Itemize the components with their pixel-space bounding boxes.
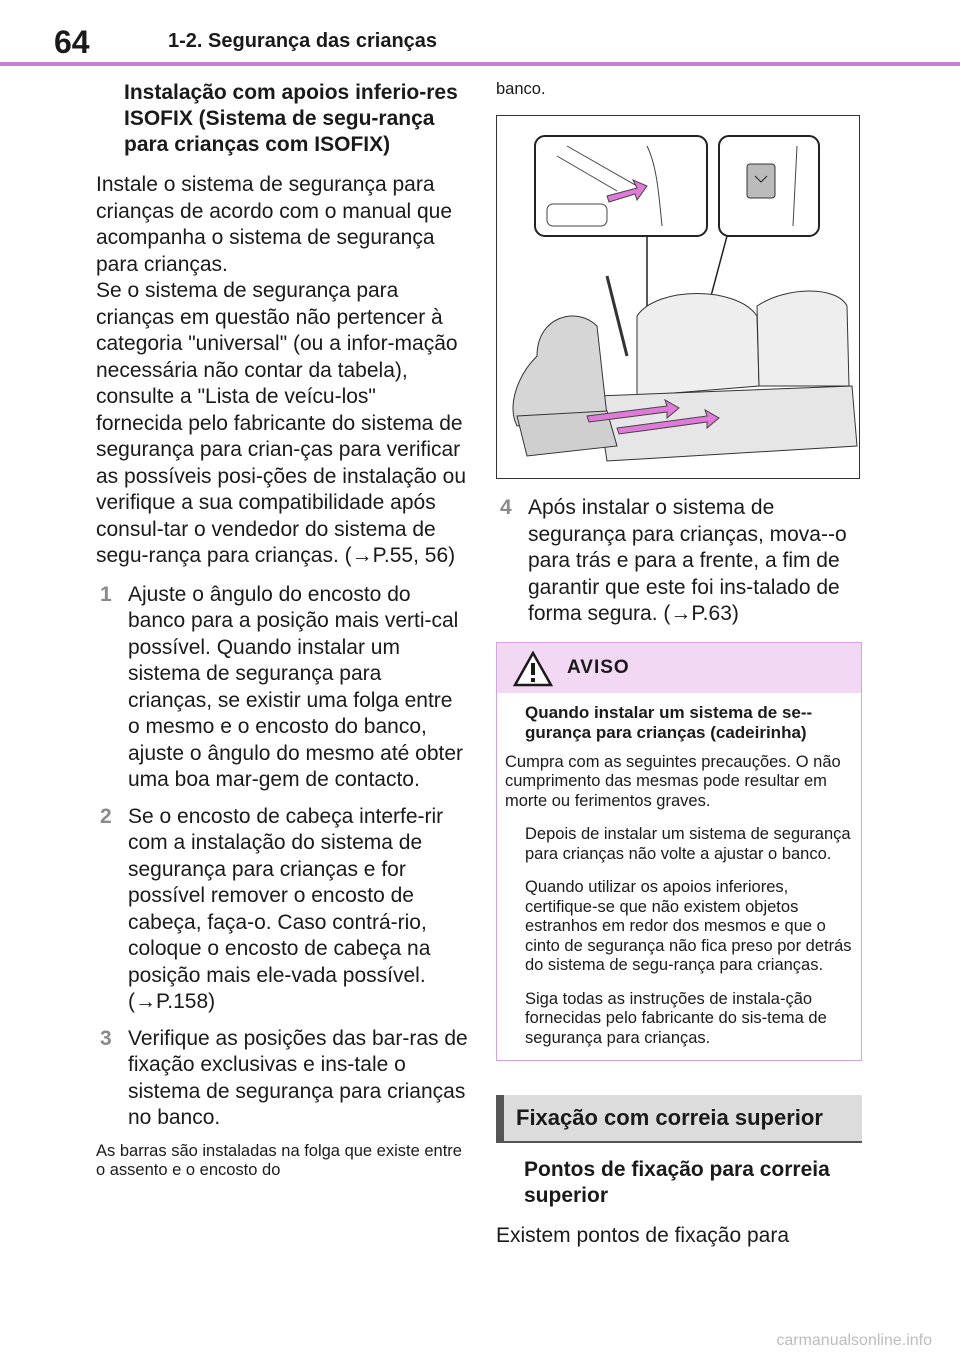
header-divider: [0, 62, 960, 66]
right-column: [496, 80, 862, 1262]
warning-intro: Cumpra com as seguintes precauções. O não cumprimento das mesmas pode resultar em morte ou ferimentos graves.: [505, 752, 841, 810]
isofix-illustration: [496, 115, 860, 479]
watermark: carmanualsonline.info: [776, 1332, 932, 1349]
section-title: 1-2. Segurança das crianças: [168, 30, 438, 52]
warning-header: [497, 643, 861, 693]
step-text: Ajuste o ângulo do encosto do banco para a posição mais verti-cal possível. Quando instalar um sistema de segurança para crianças, se existir uma folga entre o mesmo e o encosto do banco, ajuste o ângulo do mesmo até obter uma boa mar-gem de contacto.: [128, 582, 464, 791]
step-text: Se o encosto de cabeça interfe-rir com a instalação do sistema de segurança para crianças e for possível remover o encosto de cabeça, faça-o. Caso contrá-rio, coloque o encosto de cabeça na posição mais ele-vada possível. (→P.158): [128, 804, 444, 1013]
step-4: [496, 495, 862, 628]
step-2: [96, 804, 468, 1016]
tether-subheading: Pontos de fixação para correia superior: [524, 1158, 830, 1207]
note-text: As barras são instaladas na folga que existe entre o assento e o encosto do: [96, 1141, 462, 1179]
isofix-illustration-svg: [497, 116, 859, 478]
step-number: 3: [100, 1026, 112, 1050]
note-continuation: banco.: [496, 80, 546, 98]
left-column: [96, 80, 468, 1180]
warning-label: AVISO: [567, 656, 630, 678]
section-heading: Fixação com correia superior: [516, 1105, 823, 1130]
step-text: Verifique as posições das bar-ras de fixação exclusivas e ins-tale o sistema de segurança para crianças no banco.: [128, 1026, 468, 1129]
warning-item: Quando utilizar os apoios inferiores, certifique-se que não existem objetos estranhos em redor dos mesmos e que o cinto de segurança não fica preso por detrás do sistema de segu-rança para crianças.: [525, 878, 852, 974]
step-3: [96, 1026, 468, 1132]
section-heading-bar: [496, 1095, 862, 1143]
step-text: Após instalar o sistema de segurança para crianças, mova--o para trás e para a frente, a fim de garantir que este foi ins-talado de forma segura. (→P.63): [528, 496, 847, 625]
tether-body: Existem pontos de fixação para: [496, 1224, 789, 1247]
step-1: [96, 582, 468, 794]
step-number: 4: [500, 496, 512, 519]
warning-body: [497, 693, 861, 1061]
warning-title: Quando instalar um sistema de se--gurança para crianças (cadeirinha): [525, 702, 813, 742]
intro-paragraph-2: Se o sistema de segurança para crianças em questão não pertencer à categoria "universal" (ou a infor-mação necessária não contar da tabela), consulte a "Lista de veícu-los" fornecida pelo fabricante do sistema de segurança para crian-ças para verificar as possíveis posi-ções de instalação ou verifique a sua compatibilidade após consul-tar o vendedor do sistema de segu-rança para crianças. (→P.55, 56): [96, 279, 467, 567]
step-number: 2: [100, 804, 112, 828]
intro-paragraph: Instale o sistema de segurança para crianças de acordo com o manual que acompanha o sistema de segurança para crianças.: [96, 173, 453, 276]
warning-item: Depois de instalar um sistema de segurança para crianças não volte a ajustar o banco.: [525, 825, 851, 863]
page-header: [0, 0, 960, 70]
page-number: 64: [54, 24, 90, 60]
warning-box: [496, 642, 862, 1062]
step-number: 1: [100, 582, 112, 606]
warning-triangle-icon: [513, 651, 553, 687]
warning-item: Siga todas as instruções de instala-ção fornecidas pelo fabricante do sis-tema de segurança para crianças.: [525, 989, 827, 1047]
isofix-heading: Instalação com apoios inferio-res ISOFIX (Sistema de segu-rança para crianças com ISOFIX): [124, 81, 458, 156]
